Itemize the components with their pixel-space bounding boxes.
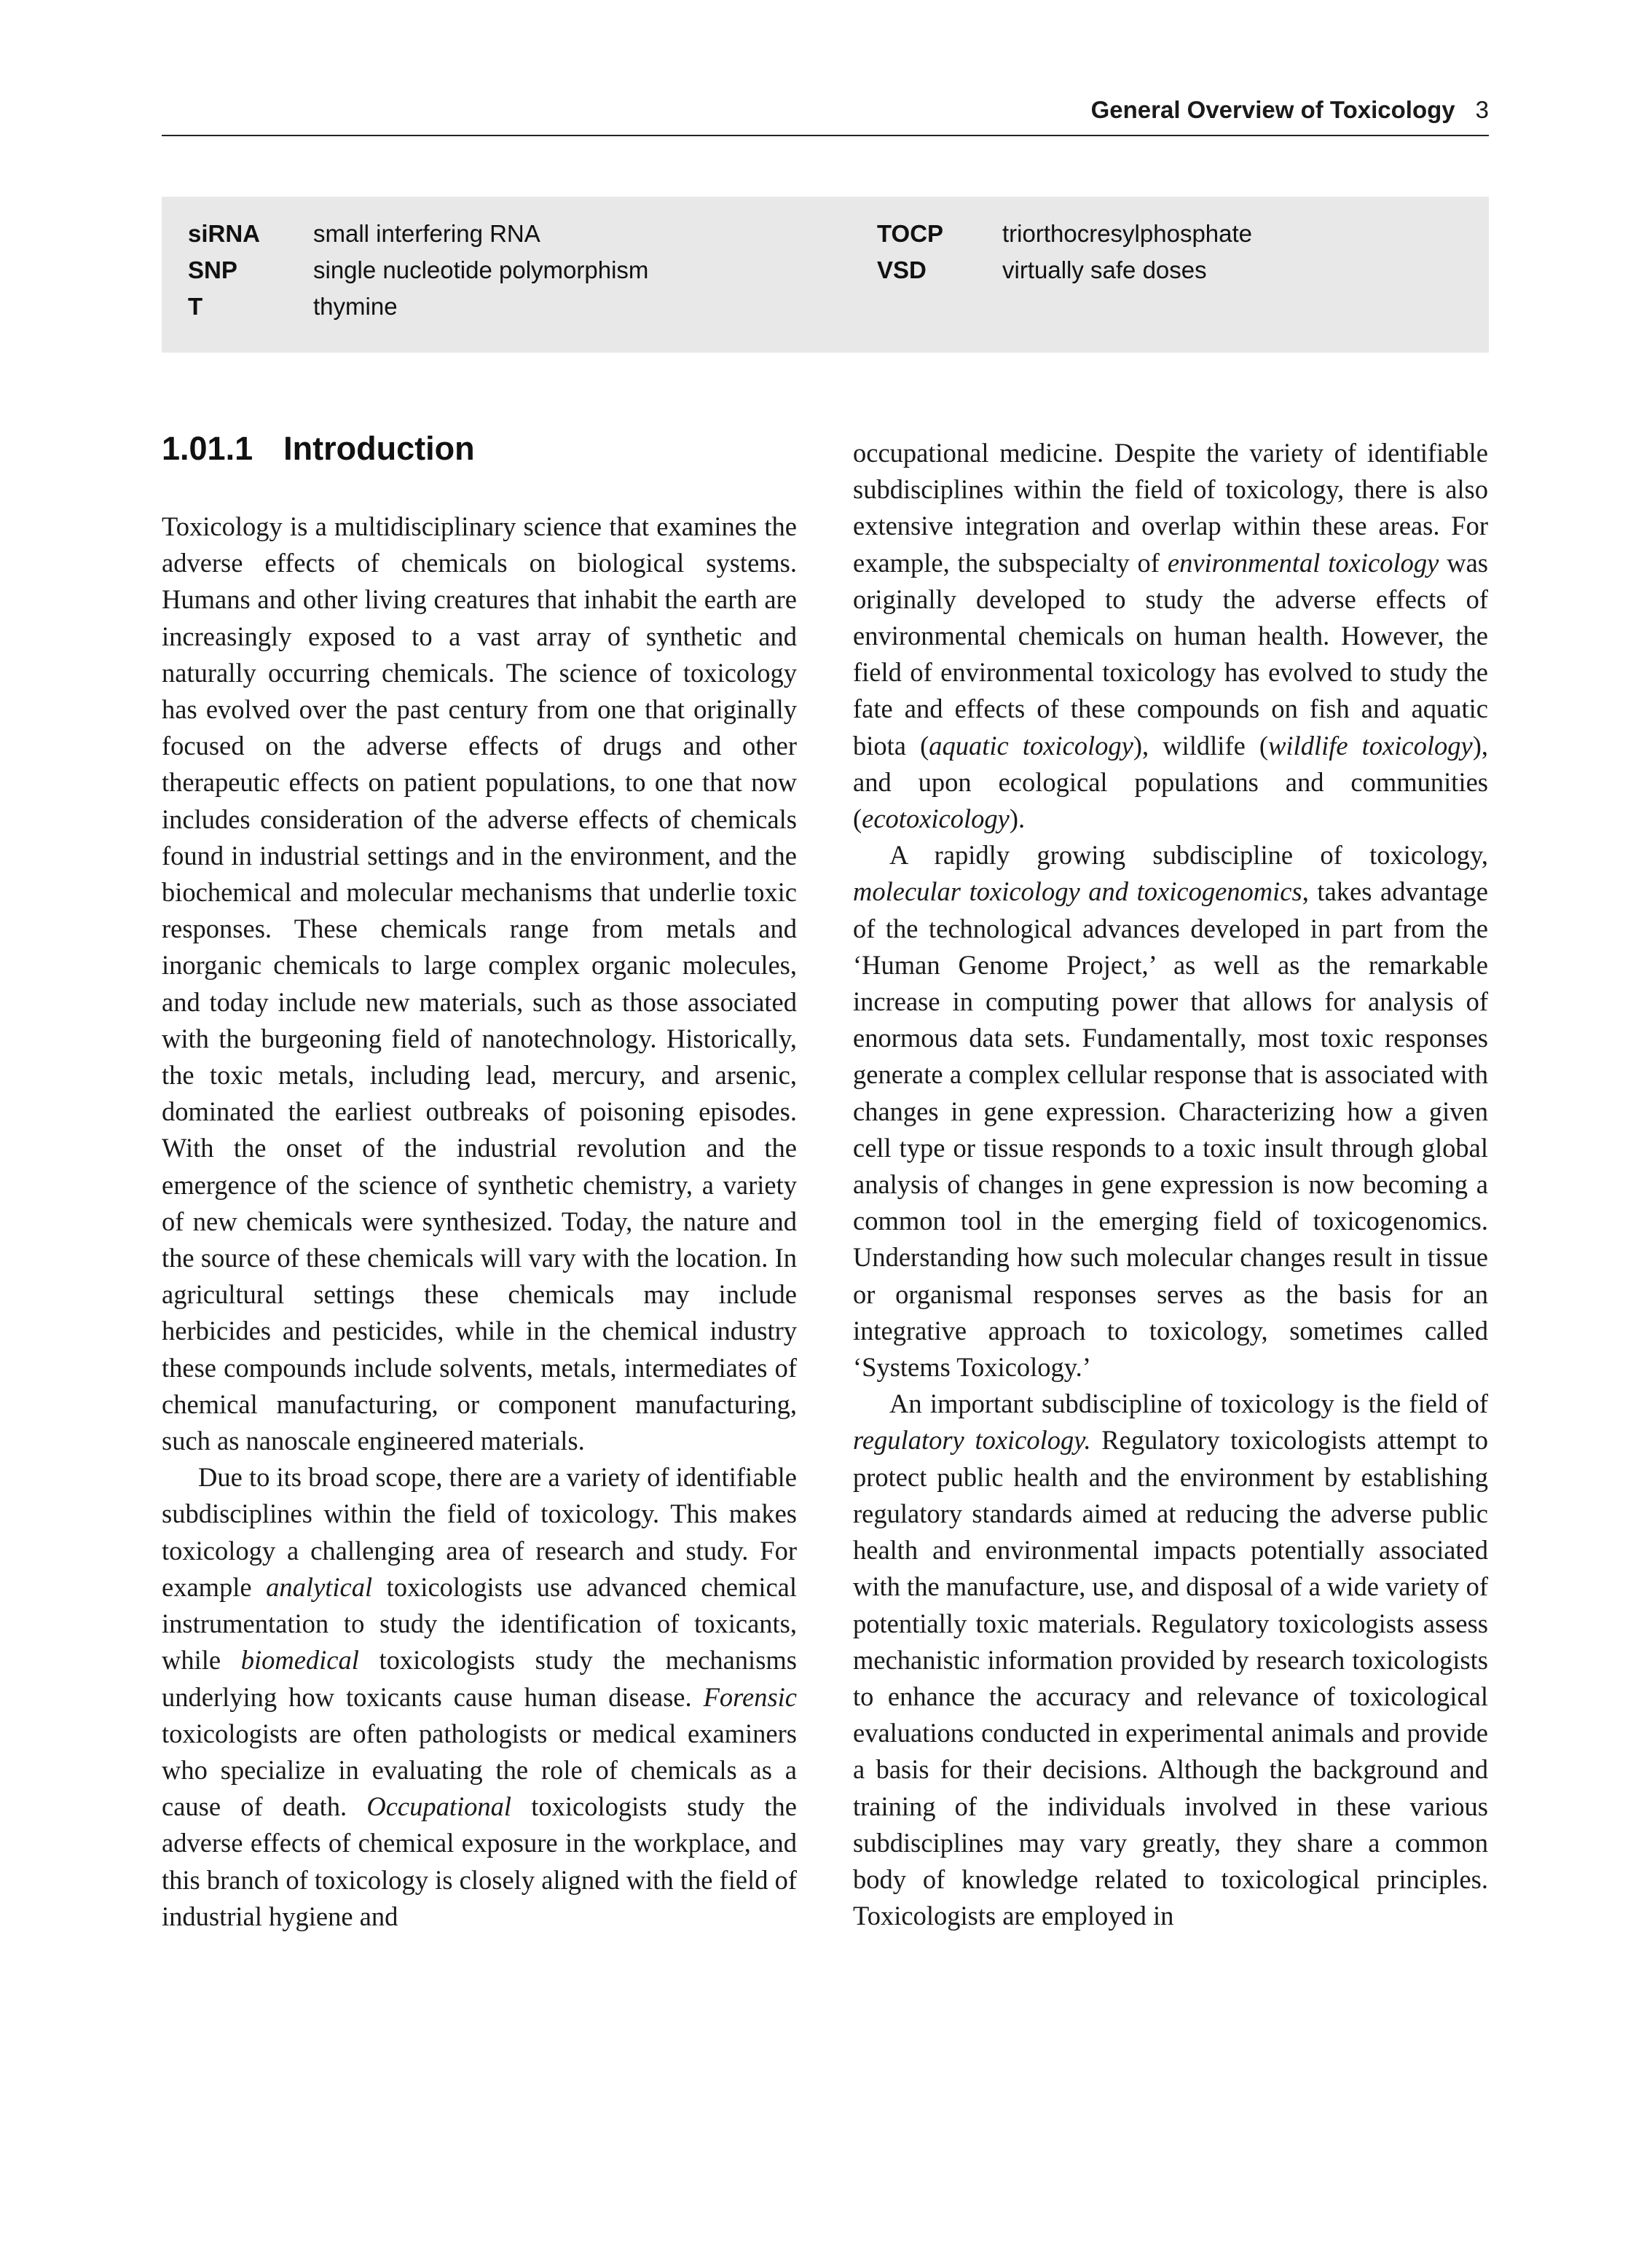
paragraph-text: toxicologists study the adverse effects of chemical exposure in the workplace, and this branch of toxicology is closely aligned with the field of industrial hygiene and xyxy=(162,1791,797,1931)
italic-term: Occupational xyxy=(366,1791,512,1822)
header-rule xyxy=(162,135,1489,136)
italic-term: regulatory toxicology. xyxy=(853,1425,1091,1456)
left-text-column xyxy=(162,508,797,1935)
paragraph-text: toxicologists use advanced chemical instrumentation to study the identification of toxicants, while xyxy=(162,1571,797,1676)
right-text-column xyxy=(853,435,1488,1934)
paragraph xyxy=(162,1459,797,1935)
abbreviation-term: SNP xyxy=(188,256,237,283)
abbreviations-left-column xyxy=(188,216,648,325)
italic-term: biomedical xyxy=(240,1645,359,1676)
abbreviation-definition: thymine xyxy=(313,293,398,320)
abbreviation-definition: single nucleotide polymorphism xyxy=(313,256,649,283)
paragraph xyxy=(853,837,1488,1386)
abbreviation-term: siRNA xyxy=(188,220,261,247)
paragraph-text: An important subdiscipline of toxicology is the field of xyxy=(889,1389,1488,1419)
italic-term: molecular toxicology and toxicogenomics xyxy=(853,876,1302,907)
italic-term: environmental toxicology xyxy=(1167,547,1439,578)
paragraph-text: , takes advantage of the technological advances developed in part from the ‘Human Genome Project,’ as well as the remarkable increase in computing power that allows for analysis of enormous data sets. Fundamentally, most toxic responses generate a complex cellular response that is associated with changes in gene expression. Characterizing how a given cell type or tissue responds to a toxic insult through global analysis of changes in gene expression is now becoming a common tool in the emerging field of toxicogenomics. Understanding how such molecular changes result in tissue or organismal responses serves as the basis for an integrative approach to toxicology, sometimes called ‘Systems Toxicology.’ xyxy=(853,876,1488,1383)
paragraph-text: toxicologists study the mechanisms underlying how toxicants cause human disease. xyxy=(162,1645,797,1712)
paragraph xyxy=(853,435,1488,837)
abbreviation-row xyxy=(877,216,1252,252)
abbreviation-row xyxy=(188,288,648,325)
italic-term: Forensic xyxy=(703,1681,797,1712)
abbreviation-definition: small interfering RNA xyxy=(313,220,540,247)
abbreviation-term: VSD xyxy=(877,256,927,283)
abbreviation-definition: triorthocresylphosphate xyxy=(1002,220,1253,247)
running-head xyxy=(162,96,1489,124)
section-number: 1.01.1 xyxy=(162,430,253,467)
paragraph-text: A rapidly growing subdiscipline of toxicology, xyxy=(889,840,1488,871)
paragraph-text: ). xyxy=(1009,804,1026,834)
abbreviation-term: TOCP xyxy=(877,220,944,247)
italic-term: wildlife toxicology xyxy=(1268,730,1473,761)
abbreviations-right-column xyxy=(877,216,1252,288)
section-heading xyxy=(162,430,475,468)
abbreviation-term: T xyxy=(188,293,203,320)
section-title: Introduction xyxy=(283,430,475,467)
paragraph-text: Due to its broad scope, there are a variety of identifiable subdisciplines within the field of toxicology. This makes toxicology a challenging area of research and study. For example xyxy=(162,1462,797,1602)
paragraph-text: occupational medicine. Despite the variety of identifiable subdisciplines within the field of toxicology, there is also extensive integration and overlap within these areas. For example, the subspecialty of xyxy=(853,438,1488,578)
paragraph-text: toxicologists are often pathologists or medical examiners who specialize in evaluating the role of chemicals as a cause of death. xyxy=(162,1718,797,1822)
paragraph-text: Regulatory toxicologists attempt to protect public health and the environment by establishing regulatory standards aimed at reducing the adverse public health and environmental impacts potentially associated with the manufacture, use, and disposal of a wide variety of potentially toxic materials. Regulatory toxicologists assess mechanistic information provided by research toxicologists to enhance the accuracy and relevance of toxicological evaluations conducted in experimental animals and provide a basis for their decisions. Although the background and training of the individuals involved in these various subdisciplines may vary greatly, they share a common body of knowledge related to toxicological principles. Toxicologists are employed in xyxy=(853,1425,1488,1931)
italic-term: aquatic toxicology xyxy=(929,730,1133,761)
paragraph-text: ), and upon ecological populations and communities ( xyxy=(853,730,1488,834)
italic-term: analytical xyxy=(266,1571,373,1602)
abbreviation-definition: virtually safe doses xyxy=(1002,256,1207,283)
abbreviation-row xyxy=(188,252,648,288)
abbreviation-row xyxy=(877,252,1252,288)
abbreviation-row xyxy=(188,216,648,252)
paragraph xyxy=(853,1386,1488,1934)
paragraph-text: Toxicology is a multidisciplinary science that examines the adverse effects of chemicals on biological systems. Humans and other living creatures that inhabit the earth are increasingly exposed to a vast array of synthetic and naturally occurring chemicals. The science of toxicology has evolved over the past century from one that originally focused on the adverse effects of drugs and other therapeutic effects on patient populations, to one that now includes consideration of the adverse effects of chemicals found in industrial settings and in the environment, and the biochemical and molecular mechanisms that underlie toxic responses. These chemicals range from metals and inorganic chemicals to large complex organic molecules, and today include new materials, such as those associated with the burgeoning field of nanotechnology. Historically, the toxic metals, including lead, mercury, and arsenic, dominated the earliest outbreaks of poisoning episodes. With the onset of the industrial revolution and the emergence of the science of synthetic chemistry, a variety of new chemicals were synthesized. Today, the nature and the source of these chemicals will vary with the location. In agricultural settings these chemicals may include herbicides and pesticides, while in the chemical industry these compounds include solvents, metals, intermediates of chemical manufacturing, or component manufacturing, such as nanoscale engineered materials. xyxy=(162,511,797,1456)
running-head-title: General Overview of Toxicology xyxy=(1090,96,1455,123)
italic-term: ecotoxicology xyxy=(862,804,1010,834)
abbreviations-box xyxy=(162,197,1489,353)
page-number: 3 xyxy=(1475,96,1489,123)
paragraph-text: was originally developed to study the adverse effects of environmental chemicals on human health. However, the field of environmental toxicology has evolved to study the fate and effects of these compounds on fish and aquatic biota ( xyxy=(853,547,1488,761)
paragraph xyxy=(162,508,797,1459)
paragraph-text: ), wildlife ( xyxy=(1133,730,1269,761)
